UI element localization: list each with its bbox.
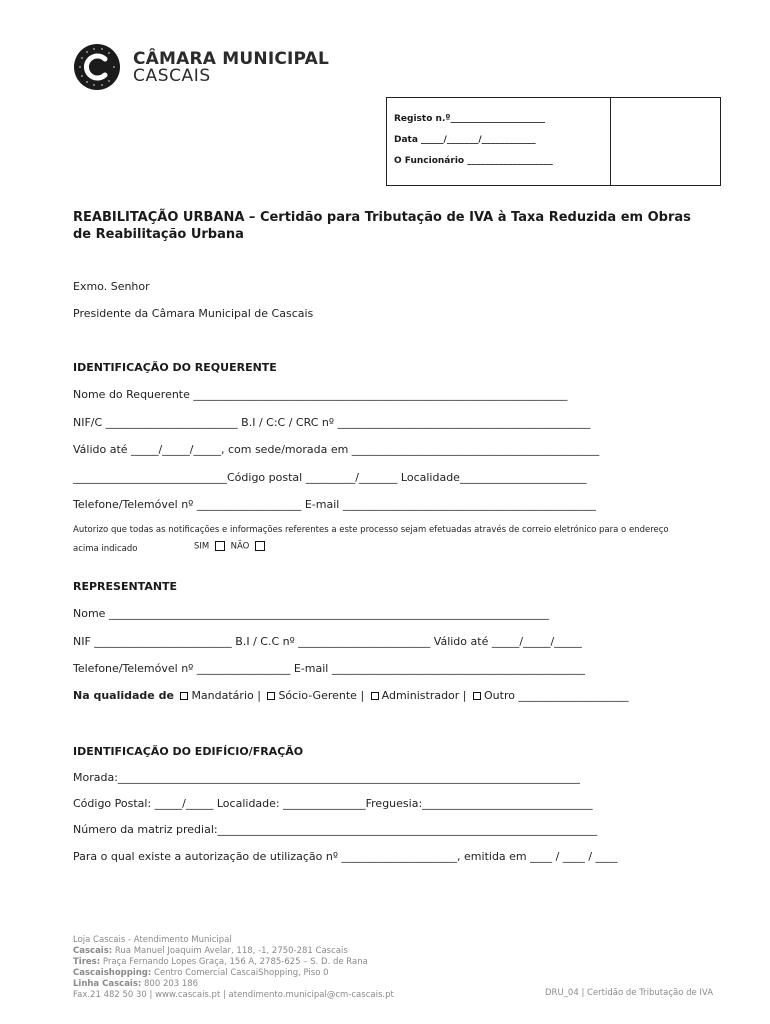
outro-checkbox[interactable]	[473, 692, 481, 700]
footer-line3: Tires: Praça Fernando Lopes Graça, 156 A, 2785-625 – S. D. de Rana	[73, 957, 368, 967]
section-heading-edificio: IDENTIFICAÇÃO DO EDIFÍCIO/FRAÇÃO	[73, 745, 304, 758]
administrador-checkbox[interactable]	[371, 692, 379, 700]
edificio-matriz-field[interactable]: Número da matriz predial:_____________________________________________________________________	[73, 823, 598, 836]
salutation-line1: Exmo. Senhor	[73, 280, 150, 293]
footer-line4: Cascaishopping: Centro Comercial CascaiShopping, Piso 0	[73, 968, 329, 978]
outro-label: Outro ____________________	[484, 689, 629, 702]
requerente-valido-field[interactable]: Válido até _____/_____/_____, com sede/morada em _____________________________________________	[73, 443, 600, 456]
qualidade-label: Na qualidade de	[73, 689, 174, 702]
edificio-morada-field[interactable]: Morada:____________________________________________________________________________________	[73, 771, 580, 784]
autorizo-text: Autorizo que todas as notificações e informações referentes a este processo sejam efetuadas através de correio eletrónico para o endereço	[73, 525, 669, 535]
footer-contacts	[73, 935, 394, 1001]
requerente-nome-field[interactable]: Nome do Requerente ____________________________________________________________________	[73, 388, 568, 401]
box-divider	[610, 98, 611, 185]
footer-line1: Loja Cascais - Atendimento Municipal	[73, 935, 232, 945]
funcionario-field[interactable]: O Funcionário ___________________	[394, 156, 553, 166]
socio-gerente-checkbox[interactable]	[267, 692, 275, 700]
edificio-codigo-field[interactable]: Código Postal: _____/_____ Localidade: _______________Freguesia:_______________________________	[73, 797, 593, 810]
representante-nif-field[interactable]: NIF _________________________ B.I / C.C nº ________________________ Válido até _____/_____/_____	[73, 635, 582, 648]
footer-line5: Linha Cascais: 800 203 186	[73, 979, 199, 989]
socio-gerente-label: Sócio-Gerente |	[278, 689, 365, 702]
qualidade-row	[73, 689, 628, 702]
footer-line6: Fax.21 482 50 30 | www.cascais.pt | atendimento.municipal@cm-cascais.pt	[73, 990, 394, 1000]
salutation-line2: Presidente da Câmara Municipal de Cascais	[73, 307, 314, 320]
mandatario-checkbox[interactable]	[180, 692, 188, 700]
edificio-autorizacao-field[interactable]: Para o qual existe a autorização de utilização nº _____________________, emitida em ____ / ____ / ____	[73, 850, 618, 863]
nao-label: NÃO	[230, 541, 250, 552]
requerente-telefone-field[interactable]: Telefone/Telemóvel nº ___________________ E-mail ______________________________________________	[73, 498, 596, 511]
footer-line2: Cascais: Rua Manuel Joaquim Avelar, 118, -1, 2750-281 Cascais	[73, 946, 348, 956]
nao-checkbox[interactable]	[255, 541, 265, 551]
registo-field[interactable]: Registo n.º_____________________	[394, 114, 545, 124]
sim-checkbox[interactable]	[215, 541, 225, 551]
document-title: REABILITAÇÃO URBANA – Certidão para Tributação de IVA à Taxa Reduzida em Obras de Reabilitação Urbana	[73, 210, 691, 242]
data-field[interactable]: Data _____/_______/____________	[394, 135, 536, 145]
administrador-label: Administrador |	[381, 689, 467, 702]
section-heading-representante: REPRESENTANTE	[73, 580, 178, 593]
representante-telefone-field[interactable]: Telefone/Telemóvel nº _________________ E-mail ______________________________________________	[73, 662, 585, 675]
representante-nome-field[interactable]: Nome ________________________________________________________________________________	[73, 607, 549, 620]
logo-title: CÂMARA MUNICIPAL	[133, 49, 330, 69]
acima-text: acima indicado	[73, 544, 138, 554]
mandatario-label: Mandatário |	[191, 689, 261, 702]
section-heading-requerente: IDENTIFICAÇÃO DO REQUERENTE	[73, 361, 277, 374]
sim-label: SIM	[194, 541, 210, 552]
requerente-nif-field[interactable]: NIF/C ________________________ B.I / C:C / CRC nº ______________________________________________	[73, 416, 591, 429]
registration-box	[386, 97, 721, 186]
requerente-codigo-field[interactable]: ____________________________Código postal _________/_______ Localidade_______________________	[73, 471, 587, 484]
sim-option[interactable]	[194, 541, 268, 552]
logo-subtitle: CASCAIS	[133, 66, 211, 86]
municipal-logo-icon	[74, 44, 120, 90]
document-reference: DRU_04 | Certidão de Tributação de IVA	[545, 988, 714, 998]
